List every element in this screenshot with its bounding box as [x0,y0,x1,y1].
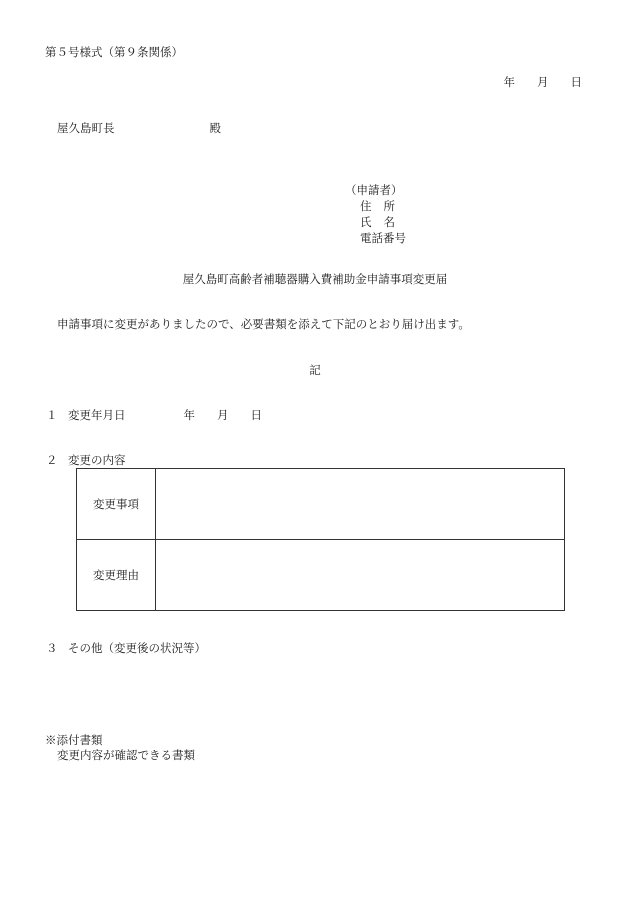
item-label: 変更年月日 [68,408,126,422]
item-label: 変更の内容 [68,453,126,467]
phone-label: 電話番号 [360,231,406,245]
attachments-content: 変更内容が確認できる書類 [57,748,195,762]
month-label: 月 [537,75,549,89]
table-row [77,540,565,611]
addressee-honorific: 殿 [209,121,221,135]
item-number: １ [46,408,58,422]
ki-heading: 記 [309,363,321,377]
form-number: 第５号様式（第９条関係） [45,45,183,59]
change-item-label: 変更事項 [77,469,156,540]
year-label: 年 [503,75,515,89]
addressee [57,123,221,135]
change-reason-field[interactable] [156,540,565,611]
item-number: ２ [46,453,58,467]
document-title: 屋久島町高齢者補聴器購入費補助金申請事項変更届 [182,272,448,286]
item-number: ３ [46,641,58,655]
attachments-heading: ※添付書類 [45,733,103,747]
item-change-date [46,410,262,422]
change-item-field[interactable] [156,469,565,540]
applicant-block [345,182,406,246]
table-row [77,469,565,540]
item-label: その他（変更後の状況等） [68,641,206,655]
year-label: 年 [183,408,195,422]
name-label: 氏 名 [360,215,395,229]
day-label: 日 [250,408,262,422]
change-table [76,468,565,611]
address-label: 住 所 [360,199,395,213]
item-change-content [46,455,126,467]
applicant-heading: （申請者） [345,183,403,197]
addressee-name: 屋久島町長 [57,121,115,135]
change-reason-label: 変更理由 [77,540,156,611]
submission-date [504,77,583,89]
item-other [46,643,206,655]
month-label: 月 [217,408,229,422]
intro-text: 申請事項に変更がありましたので、必要書類を添えて下記のとおり届け出ます。 [57,317,470,331]
day-label: 日 [570,75,582,89]
